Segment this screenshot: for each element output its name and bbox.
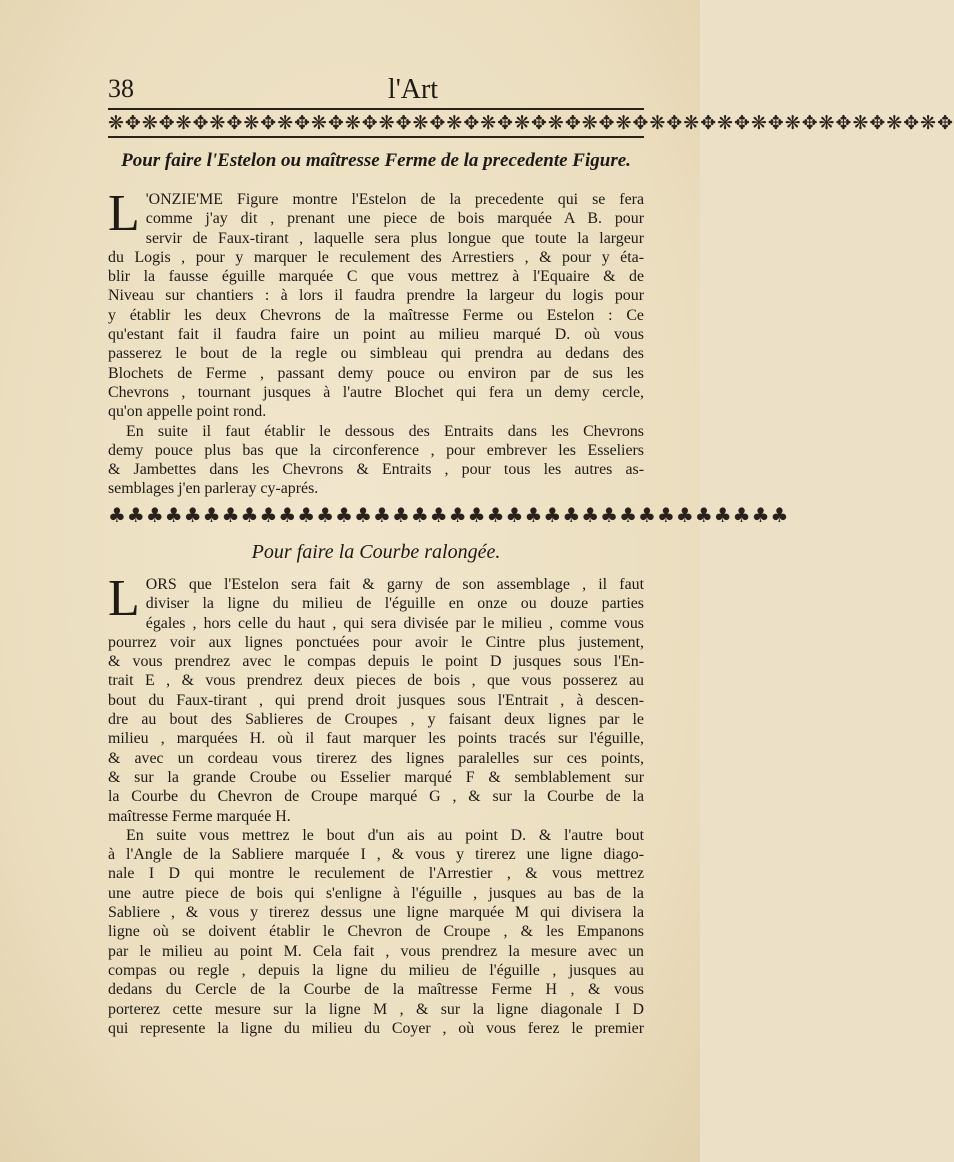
- section2-heading: Pour faire la Courbe ralongée.: [251, 541, 501, 563]
- section2-line: la Courbe du Chevron de Croupe marqué G , & sur la Courbe de la: [108, 788, 644, 806]
- top-ornament-band: ❋✥❋✥❋✥❋✥❋✥❋✥❋✥❋✥❋✥❋✥❋✥❋✥❋✥❋✥❋✥❋✥❋✥❋✥❋✥❋✥❋✥❋✥❋✥❋✥❋✥: [108, 108, 644, 138]
- section1-line: Niveau sur chantiers : à lors il faudra prendre la largeur du logis pour: [108, 287, 644, 305]
- section1-line: demy pouce plus bas que la circonference , pour embrever les Esseliers: [108, 441, 644, 459]
- section2-line: Sabliere , & vous y tirerez dessus une ligne marquée M qui divisera la: [108, 904, 644, 922]
- section2-line: & avec un cordeau vous tirerez des lignes paralelles sur ces points,: [108, 749, 644, 767]
- section1-heading: Pour faire l'Estelon ou maîtresse Ferme de la precedente Figure.: [121, 150, 631, 171]
- section2-line: dedans du Cercle de la Courbe de la maîtresse Ferme H , & vous: [108, 981, 644, 999]
- section1-line: qu'on appelle point rond.: [108, 403, 267, 421]
- section1-line: qu'estant fait il faudra faire un point au milieu marqué D. où vous: [108, 326, 644, 344]
- section1-line: passerez le bout de la regle ou simbleau qui prendra au dedans des: [108, 345, 644, 363]
- section2-line: maîtresse Ferme marquée H.: [108, 807, 291, 825]
- section1-line: comme j'ay dit , prenant une piece de bois marquée A B. pour: [145, 210, 644, 228]
- section2-line: trait E , & vous prendrez deux pieces de bois , que vous posserez au: [108, 672, 644, 690]
- section1-line: En suite il faut établir le dessous des Entraits dans les Chevrons: [126, 422, 644, 440]
- section1-dropcap: L: [108, 185, 140, 242]
- section2-line: En suite vous mettrez le bout d'un ais au point D. & l'autre bout: [126, 826, 644, 844]
- section2-line: milieu , marquées H. où il faut marquer les points tracés sur l'éguille,: [108, 730, 644, 748]
- section2-line: nale I D qui montre le reculement de l'Arrestier , & vous mettrez: [108, 865, 644, 883]
- section1-line: Chevrons , tournant jusques à l'autre Blochet qui fera un demy cercle,: [108, 383, 644, 401]
- section2-line: par le milieu au point M. Cela fait , vous prendrez la mesure avec un: [108, 942, 644, 960]
- section1-line: & Jambettes dans les Chevrons & Entraits , pour tous les autres as-: [108, 461, 644, 479]
- section2-line: dre au bout des Sablieres de Croupes , y faisant deux lignes par le: [108, 711, 644, 729]
- section1-line: 'ONZIE'ME Figure montre l'Estelon de la precedente qui se fera: [145, 191, 644, 208]
- section1-paragraph: [108, 185, 644, 499]
- middle-ornament-band: ♣♣♣♣♣♣♣♣♣♣♣♣♣♣♣♣♣♣♣♣♣♣♣♣♣♣♣♣♣♣♣♣♣♣♣♣: [108, 503, 790, 527]
- section2-line: diviser la ligne du milieu de l'éguille en onze ou douze parties: [145, 595, 644, 613]
- section1-line: du Logis , pour y marquer le reculement des Arrestiers , & pour y éta-: [108, 248, 644, 266]
- section2-line: ligne où se doivent établir le Chevron de Croupe , & les Empanons: [108, 923, 644, 941]
- page-number: 38: [108, 74, 134, 103]
- section2-line: à l'Angle de la Sabliere marquée I , & vous y tirerez une ligne diago-: [108, 846, 644, 864]
- section1-line: y établir les deux Chevrons de la maîtresse Ferme ou Estelon : Ce: [108, 306, 644, 324]
- section2-line: compas ou regle , depuis la ligne du milieu de l'éguille , jusques au: [108, 961, 644, 979]
- section1-line: servir de Faux-tirant , laquelle sera plus longue que toute la largeur: [145, 229, 644, 247]
- section2-line: & sur la grande Croube ou Esselier marqué F & semblablement sur: [108, 768, 644, 786]
- section2-line: porterez cette mesure sur la ligne M , & sur la ligne diagonale I D: [108, 1000, 644, 1018]
- section2-line: & vous prendrez avec le compas depuis le point D jusques sous l'En-: [108, 653, 644, 671]
- section2-line: bout du Faux-tirant , qui prend droit jusques sous l'Entrait , à descen-: [108, 691, 644, 709]
- page-header: [108, 74, 648, 104]
- section2-dropcap: L: [108, 570, 140, 627]
- section2-line: ORS que l'Estelon sera fait & garny de son assemblage , il faut: [145, 576, 644, 593]
- section2-line: qui represente la ligne du milieu du Coyer , où vous ferez le premier: [108, 1019, 644, 1037]
- section1-line: Blochets de Ferme , passant demy pouce ou environ par de sus les: [108, 364, 644, 382]
- section2-line: une autre piece de bois qui s'enligne à l'éguille , jusques au bas de la: [108, 884, 644, 902]
- section1-line: blir la fausse éguille marquée C que vous mettrez à l'Equaire & de: [108, 268, 644, 286]
- running-title: l'Art: [387, 74, 439, 105]
- section2-paragraph: [108, 570, 644, 1038]
- section2-line: égales , hors celle du haut , qui sera divisée par le milieu , comme vous: [145, 614, 644, 632]
- section1-line: semblages j'en parleray cy-aprés.: [108, 480, 319, 498]
- section2-line: pourrez voir aux lignes ponctuées pour avoir le Cintre plus justement,: [108, 633, 644, 651]
